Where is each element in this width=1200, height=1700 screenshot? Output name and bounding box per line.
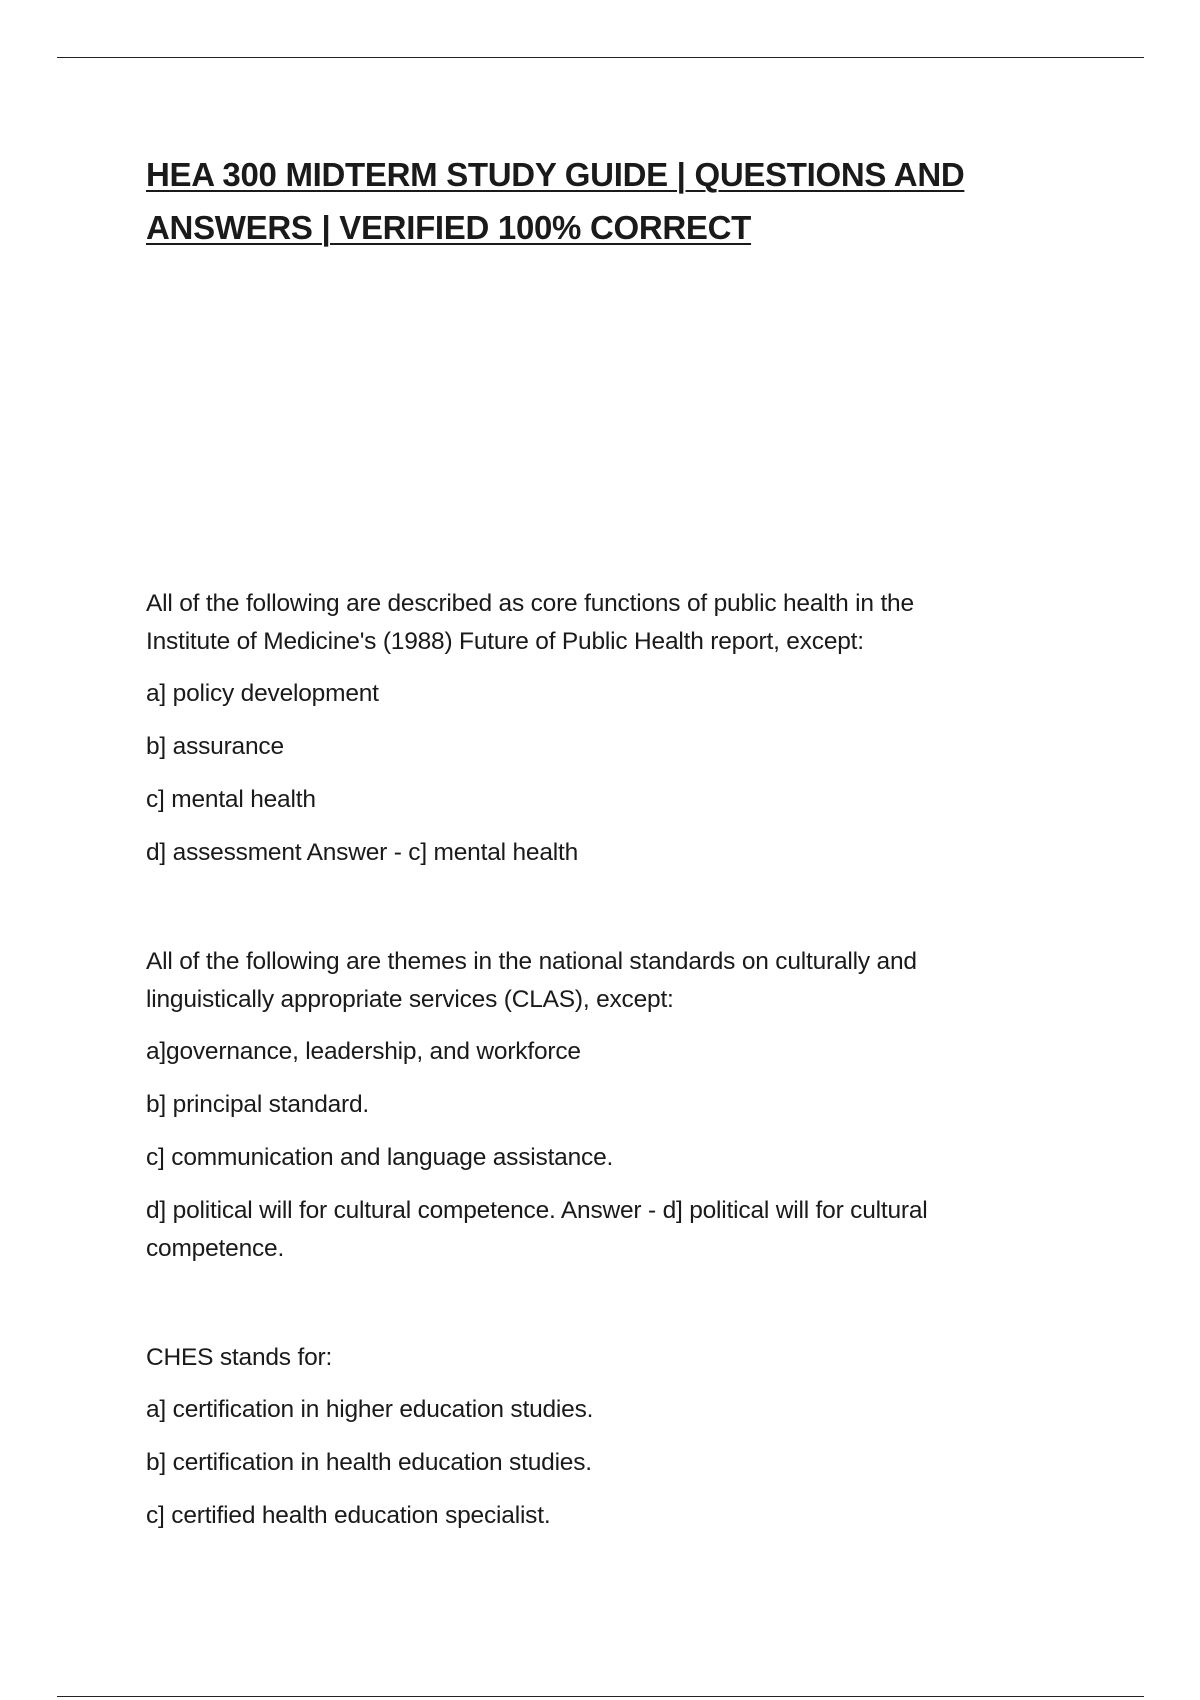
top-divider	[57, 57, 1144, 58]
question-2-option-d-answer	[146, 1192, 1046, 1268]
question-1-prompt-line-1: All of the following are described as core functions of public health in the	[146, 590, 914, 617]
question-2	[146, 943, 1046, 1268]
question-3-option-a: a] certification in higher education studies.	[146, 1396, 594, 1423]
question-1-prompt	[146, 585, 1046, 661]
question-2-option-d-line-2: competence.	[146, 1235, 285, 1262]
question-2-option-d-line-1: d] political will for cultural competence. Answer - d] political will for cultural	[146, 1197, 928, 1224]
document-title	[146, 148, 1046, 254]
bottom-divider	[57, 1696, 1144, 1697]
question-1-option-a: a] policy development	[146, 680, 379, 707]
question-3-option-c: c] certified health education specialist.	[146, 1502, 551, 1529]
question-1-option-d-answer: d] assessment Answer - c] mental health	[146, 839, 579, 866]
question-1-prompt-line-2: Institute of Medicine's (1988) Future of Public Health report, except:	[146, 628, 864, 655]
question-3-option-b: b] certification in health education studies.	[146, 1449, 592, 1476]
question-2-prompt	[146, 943, 1046, 1019]
title-line-2: ANSWERS | VERIFIED 100% CORRECT	[146, 209, 752, 246]
question-1-option-b: b] assurance	[146, 733, 284, 760]
question-3	[146, 1339, 1046, 1535]
question-2-option-b: b] principal standard.	[146, 1091, 370, 1118]
question-2-prompt-line-1: All of the following are themes in the national standards on culturally and	[146, 948, 917, 975]
question-2-prompt-line-2: linguistically appropriate services (CLAS), except:	[146, 986, 674, 1013]
question-2-option-c: c] communication and language assistance.	[146, 1144, 614, 1171]
title-line-1: HEA 300 MIDTERM STUDY GUIDE | QUESTIONS AND	[146, 156, 965, 193]
question-3-prompt: CHES stands for:	[146, 1344, 333, 1371]
question-1	[146, 585, 1046, 872]
question-2-option-a: a]governance, leadership, and workforce	[146, 1038, 581, 1065]
document-header	[146, 148, 1046, 254]
question-1-option-c: c] mental health	[146, 786, 316, 813]
